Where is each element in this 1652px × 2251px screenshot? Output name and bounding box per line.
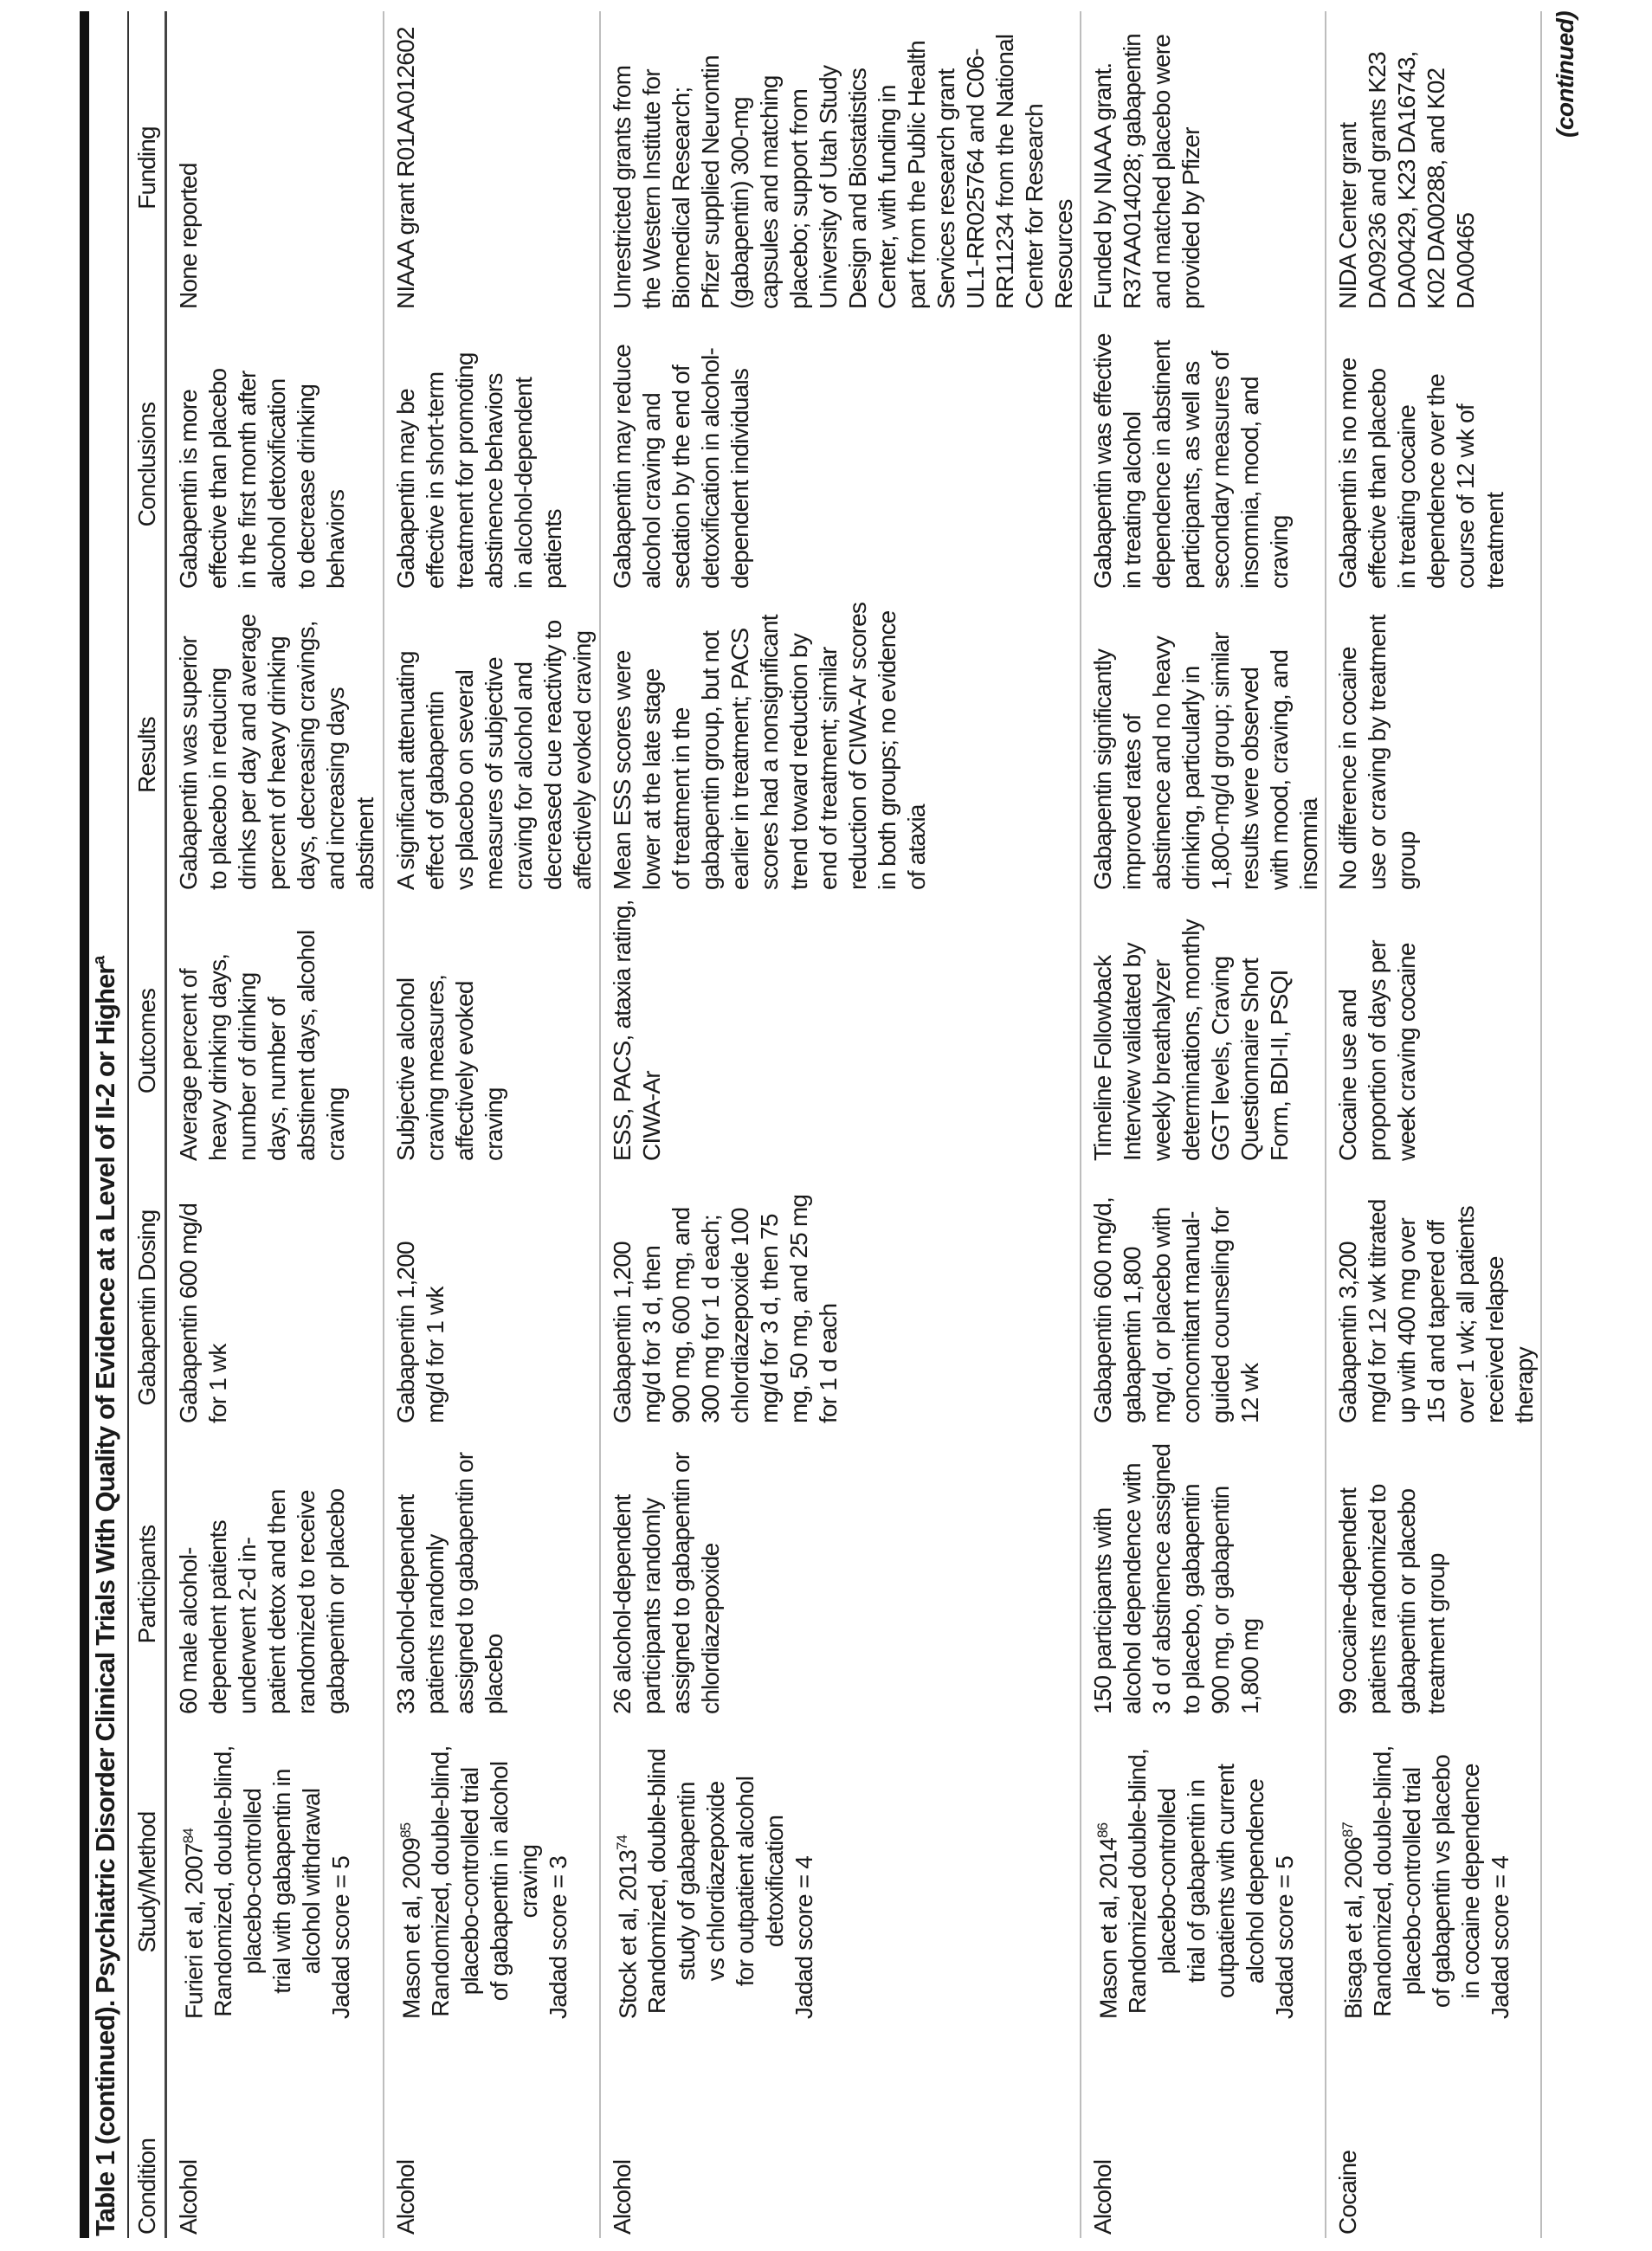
cell-dosing: Gabapentin 3,200 mg/d for 12 wk titrated up with 400 mg over 15 d and tapered off over 1 wk; all patients received relapse therapy	[1334, 1199, 1538, 1423]
jadad-score: Jadad score = 5	[327, 1855, 355, 2019]
cell-participants: 150 participants with alcohol dependence with 3 d of abstinence assigned to placebo, gabapentin 900 mg, or gabapentin 1,800 mg	[1089, 1443, 1263, 1714]
column-header-study-method: Study/Method	[133, 1811, 160, 1953]
cell-condition: Alcohol	[175, 2159, 202, 2235]
jadad-score: Jadad score = 3	[545, 1855, 572, 2019]
cell-outcomes: Cocaine use and proportion of days per week craving cocaine	[1334, 940, 1420, 1161]
continued-label: (continued)	[1552, 11, 1578, 138]
cell-study-method	[1081, 1730, 1325, 2035]
cell-conclusions: Gabapentin may reduce alcohol craving and sedation by the end of detoxification in alcohol- dependent individuals	[609, 344, 753, 589]
jadad-score: Jadad score = 4	[791, 1855, 818, 2019]
column-header-gabapentin-dosing: Gabapentin Dosing	[133, 1209, 160, 1406]
cell-outcomes: Average percent of heavy drinking days, number of drinking days, number of abstinent days, alcohol craving	[175, 930, 349, 1161]
cell-condition: Cocaine	[1334, 2150, 1361, 2235]
study-citation: Bisaga et al, 2006	[1339, 1837, 1367, 2019]
column-header-participants: Participants	[133, 1525, 160, 1644]
cell-dosing: Gabapentin 600 mg/d, gabapentin 1,800 mg/d, or placebo with concomitant manual- guided counseling for 12 wk	[1089, 1196, 1263, 1423]
study-method-text: Randomized double-blind, placebo-controlled trial of gabapentin in outpatients with current alcohol dependence	[1124, 1748, 1269, 2015]
column-header-condition: Condition	[133, 2138, 160, 2235]
column-header-funding: Funding	[133, 126, 160, 210]
column-header-conclusions: Conclusions	[133, 402, 160, 527]
cell-study-method	[384, 1730, 599, 2035]
cell-results: No difference in cocaine use or craving by treatment group	[1334, 615, 1420, 890]
table-row	[167, 11, 384, 2238]
cell-conclusions: Gabapentin was effective in treating alcohol dependence in abstinent participants, as well as secondary measures of insomnia, mood, and craving	[1089, 333, 1293, 589]
cell-participants: 33 alcohol-dependent patients randomly assigned to gabapentin or placebo	[392, 1452, 507, 1714]
cell-results: Gabapentin significantly improved rates of abstinence and no heavy drinking, particularly in 1,800-mg/d group; similar results were observed with mood, craving, and insomnia	[1089, 632, 1322, 890]
cell-funding: NIDA Center grant DA09236 and grants K23 DA00429, K23 DA16743, K02 DA00288, and K02 DA00465	[1334, 51, 1479, 309]
cell-dosing: Gabapentin 1,200 mg/d for 3 d, then 900 mg, 600 mg, and 300 mg for 1 d each; chlordiazepoxide 100 mg/d for 3 d, then 75 mg, 50 mg, and 25 mg for 1 d each	[609, 1194, 842, 1423]
cell-funding: Unrestricted grants from the Western Institute for Biomedical Research; Pfizer supplied Neurontin (gabapentin) 300-mg capsules and matching placebo; support from University of Utah Study Design and Biostatistics Center, with funding in part from the Public Health Services research grant UL1-RR025764 and C06- RR11234 from the National Center for Research Resources	[609, 34, 1077, 309]
cell-conclusions: Gabapentin is more effective than placebo in the first month after alcohol detoxification to decrease drinking behaviors	[175, 368, 349, 589]
cell-condition: Alcohol	[392, 2159, 419, 2235]
title-footnote-marker: a	[90, 956, 109, 965]
cell-outcomes: Timeline Followback Interview validated by weekly breathalyzer determinations, monthly GGT levels, Craving Questionnaire Short Form, BDI-II, PSQI	[1089, 919, 1293, 1161]
table-header-row	[129, 11, 165, 2238]
study-method-text: Randomized, double-blind, placebo-controlled trial of gabapentin vs placebo in cocaine dependence	[1369, 1745, 1485, 2017]
cell-conclusions: Gabapentin may be effective in short-term treatment for promoting abstinence behaviors in alcohol-dependent patients	[392, 352, 566, 589]
table-title: Table 1 (continued). Psychiatric Disorder Clinical Trials With Quality of Evidence at a Level of II-2 or Higher$^a$	[90, 956, 120, 2236]
reference-number: 84	[180, 1828, 197, 1844]
table-row	[384, 11, 601, 2238]
column-header-results: Results	[133, 717, 160, 793]
reference-number: 85	[397, 1822, 414, 1838]
cell-funding: None reported	[175, 163, 202, 309]
cell-condition: Alcohol	[609, 2159, 636, 2235]
study-citation: Stock et al, 2013	[614, 1850, 642, 2019]
table-row	[601, 11, 1081, 2238]
cell-funding: Funded by NIAAA grant. R37AA014028; gabapentin and matched placebo were provided by Pfizer	[1089, 34, 1204, 309]
table-top-border	[80, 11, 89, 2238]
jadad-score: Jadad score = 4	[1487, 1855, 1514, 2019]
reference-number: 74	[614, 1835, 630, 1851]
study-method-text: Randomized, double-blind, placebo-controlled trial of gabapentin in alcohol craving	[427, 1745, 543, 2017]
cell-outcomes: ESS, PACS, ataxia rating, CIWA-Ar	[609, 900, 665, 1161]
study-citation: Furieri et al, 2007	[180, 1843, 208, 2019]
cell-participants: 99 cocaine-dependent patients randomized to gabapentin or placebo treatment group	[1334, 1484, 1449, 1714]
study-citation: Mason et al, 2014	[1094, 1838, 1122, 2019]
study-method-text: Randomized, double-blind, placebo-controlled trial with gabapentin in alcohol withdrawal	[210, 1745, 326, 2017]
cell-dosing: Gabapentin 1,200 mg/d for 1 wk	[392, 1242, 448, 1423]
cell-participants: 60 male alcohol- dependent patients underwent 2-d in- patient detox and then randomized to receive gabapentin or placebo	[175, 1488, 349, 1714]
cell-study-method	[1326, 1730, 1540, 2035]
cell-dosing: Gabapentin 600 mg/d for 1 wk	[175, 1203, 231, 1423]
study-method-text: Randomized, double-blind study of gabapentin vs chlordiazepoxide for outpatient alcohol detoxification	[643, 1748, 789, 2015]
cell-funding: NIAAA grant R01AA012602	[392, 27, 419, 309]
reference-number: 86	[1094, 1822, 1111, 1838]
cell-study-method	[167, 1730, 383, 2035]
cell-condition: Alcohol	[1089, 2159, 1116, 2235]
cell-results: Gabapentin was superior to placebo in reducing drinks per day and average percent of heavy drinking days, decreasing cravings, and increasing days abstinent	[175, 614, 378, 890]
cell-outcomes: Subjective alcohol craving measures, affectively evoked craving	[392, 974, 507, 1161]
reference-number: 87	[1339, 1822, 1356, 1838]
cell-study-method	[601, 1730, 1080, 2035]
cell-results: A significant attenuating effect of gabapentin vs placebo on several measures of subjective craving for alcohol and decreased cue reactivity to affectively evoked craving	[392, 620, 596, 890]
table-row	[1326, 11, 1542, 2238]
table-row	[1081, 11, 1326, 2238]
jadad-score: Jadad score = 5	[1271, 1855, 1299, 2019]
column-header-outcomes: Outcomes	[133, 988, 160, 1094]
cell-participants: 26 alcohol-dependent participants randomly assigned to gabapentin or chlordiazepoxide	[609, 1452, 724, 1714]
cell-results: Mean ESS scores were lower at the late stage of treatment in the gabapentin group, but not earlier in treatment; PACS scores had a nonsignificant trend toward reduction by end of treatment; similar reduction of CIWA-Ar scores in both groups; no evidence of ataxia	[609, 602, 930, 890]
study-citation: Mason et al, 2009	[397, 1838, 425, 2019]
cell-conclusions: Gabapentin is no more effective than placebo in treating cocaine dependence over the course of 12 wk of treatment	[1334, 358, 1508, 589]
